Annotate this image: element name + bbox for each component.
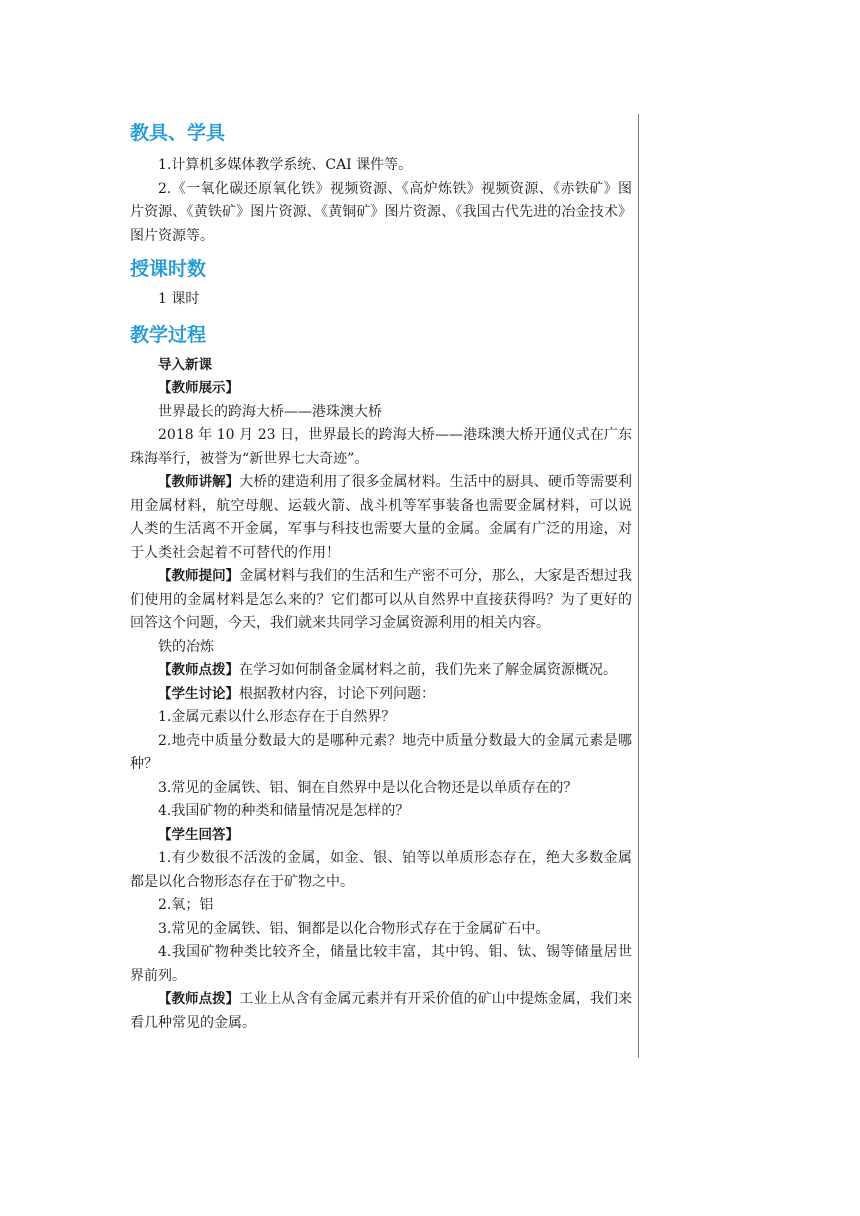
tag-label: 【教师展示】 (158, 380, 239, 396)
guide-text-1: 在学习如何制备金属材料之前，我们先来了解金属资源概况。 (239, 662, 617, 678)
tag-label: 【教师提问】 (158, 568, 240, 584)
tag-student-answer (130, 824, 632, 848)
margin-rule (638, 114, 639, 1058)
question-item: 3.常见的金属铁、铝、铜在自然界中是以化合物还是以单质存在的？ (158, 779, 578, 796)
tag-label: 【学生讨论】 (158, 685, 239, 702)
heading-hours: 授课时数 (130, 258, 207, 280)
answer-item: 4.我国矿物种类比较齐全，储量比较丰富，其中钨、钼、钛、锡等储量居世界前列。 (130, 944, 632, 984)
document-body (130, 118, 632, 1035)
ask-paragraph (130, 565, 632, 636)
answer-item: 1.有少数很不活泼的金属，如金、银、铂等以单质形态存在，绝大多数金属都是以化合物形态存在于矿物之中。 (130, 850, 632, 890)
materials-item-2: 2.《一氧化碳还原氧化铁》视频资源、《高炉炼铁》视频资源、《赤铁矿》图片资源、《黄铁矿》图片资源、《黄铜矿》图片资源、《我国古代先进的冶金技术》图片资源等。 (130, 180, 632, 244)
materials-item-1: 1.计算机多媒体教学系统、CAI 课件等。 (158, 157, 413, 173)
tag-label: 【教师讲解】 (158, 474, 240, 490)
subheading-intro: 导入新课 (158, 356, 212, 373)
explain-paragraph (130, 471, 632, 565)
hours-text: 1 课时 (158, 291, 200, 307)
show-title: 世界最长的跨海大桥——港珠澳大桥 (158, 403, 382, 420)
tag-label: 【学生回答】 (158, 826, 239, 843)
question-item: 2.地壳中质量分数最大的是哪种元素？地壳中质量分数最大的金属元素是哪种？ (130, 732, 632, 772)
ask-text: 金属材料与我们的生活和生产密不可分，那么，大家是否想过我们使用的金属材料是怎么来的？它们都可以从自然界中直接获得吗？为了更好的回答这个问题，今天，我们就来共同学习金属资源利用的相关内容。 (130, 568, 633, 631)
show-text: 2018 年 10 月 23 日，世界最长的跨海大桥——港珠澳大桥开通仪式在广东珠海举行，被誉为“新世界七大奇迹”。 (130, 427, 632, 467)
tag-label: 【教师点拨】 (158, 662, 239, 678)
answer-item: 2.氧；铝 (158, 897, 214, 913)
tag-label: 【教师点拨】 (158, 991, 240, 1007)
tag-teacher-show (130, 377, 632, 401)
guide-text-2: 工业上从含有金属元素并有开采价值的矿山中提炼金属，我们来看几种常见的金属。 (130, 991, 633, 1031)
answer-item: 3.常见的金属铁、铝、铜都是以化合物形式存在于金属矿石中。 (158, 920, 550, 937)
subheading-iron: 铁的冶炼 (158, 638, 214, 655)
guide-paragraph-2 (130, 988, 632, 1035)
guide-paragraph-1 (130, 659, 632, 683)
question-item: 4.我国矿物的种类和储量情况是怎样的？ (158, 803, 410, 819)
heading-process: 教学过程 (130, 323, 207, 346)
discuss-text: 根据教材内容，讨论下列问题： (239, 685, 435, 702)
explain-text: 大桥的建造利用了很多金属材料。生活中的厨具、硬币等需要利用金属材料，航空母舰、运载火箭、战斗机等军事装备也需要金属材料，可以说人类的生活离不开金属，军事与科技也需要大量的金属。金属有广泛的用途，对于人类社会起着不可替代的作用！ (130, 474, 633, 561)
heading-materials: 教具、学具 (130, 122, 226, 144)
discuss-paragraph (130, 683, 632, 707)
question-item: 1.金属元素以什么形态存在于自然界？ (158, 709, 396, 725)
